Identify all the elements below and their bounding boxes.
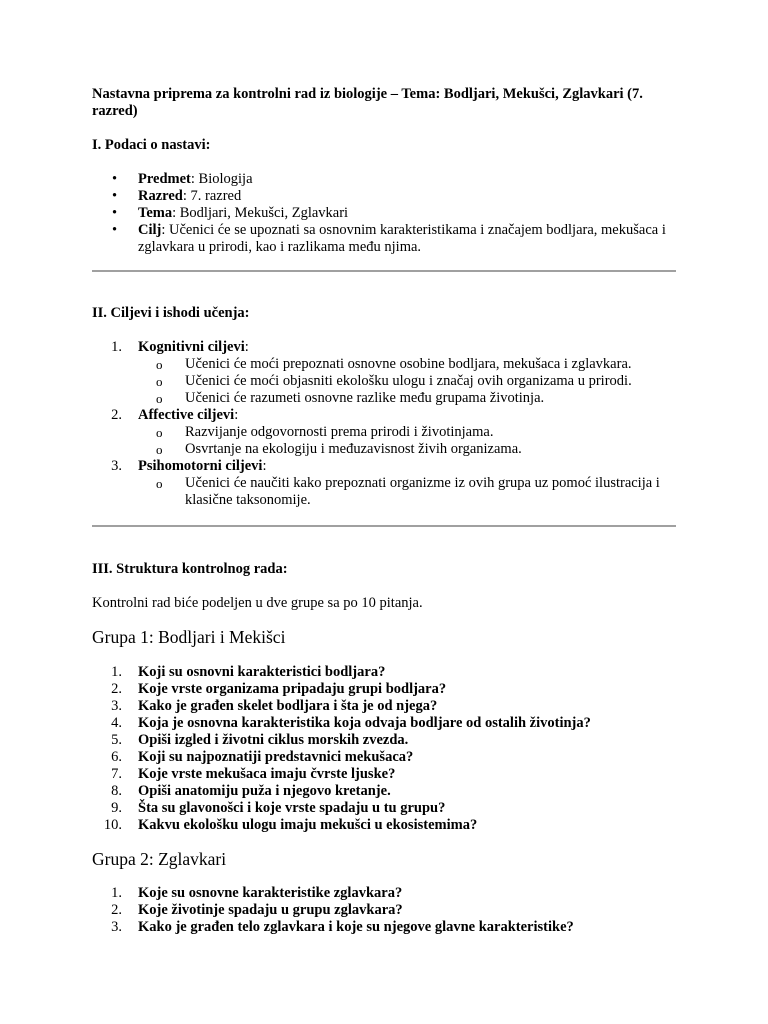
question-text: Koji su osnovni karakteristici bodljara? [138, 664, 386, 680]
horizontal-divider [92, 270, 676, 272]
group-2-questions: 1. Koje su osnovne karakteristike zglavkara? 2. Koje životinje spadaju u grupu zglavkara? 3. Kako je građen telo zglavkara i koje su njegove glavne karakteristike? [92, 885, 678, 940]
group-1-questions: 1. Koji su osnovni karakteristici bodljara? 2. Koje vrste organizama pripadaju grupi bodljara? 3. Kako je građen skelet bodljara i šta je od njega? 4. Koja je osnovna karakteristika koja odvaja bodljare od ostalih životinja? 5. Opiši izgled i životni ciklus morskih zvezda. 6. Koji su najpoznatiji predstavnici mekušaca? 7. Koje vrste mekušaca imaju čvrste ljuske? 8. Opiši anatomiju puža i njegovo kretanje. 9. Šta su glavonošci i koje vrste spadaju u tu grupu? 10. Kakvu ekološku ulogu imaju mekušci u ekosistemima? [92, 664, 678, 839]
question-text: Kakvu ekološku ulogu imaju mekušci u ekosistemima? [138, 817, 478, 833]
sub-item-text: Učenici će moći prepoznati osnovne osobine bodljara, mekušaca i zglavkara. [185, 356, 632, 372]
item-label: Cilj [138, 222, 162, 238]
sub-item-text: Razvijanje odgovornosti prema prirodi i životinjama. [185, 424, 494, 440]
item-text: : Biologija [190, 171, 253, 187]
sub-item-text: Osvrtanje na ekologiju i međuzavisnost živih organizama. [185, 441, 522, 457]
question-text: Koji su najpoznatiji predstavnici mekušaca? [138, 749, 414, 765]
sub-item-text: Učenici će moći objasniti ekološku ulogu i značaj ovih organizama u prirodi. [185, 373, 632, 389]
question-text: Kako je građen skelet bodljara i šta je od njega? [138, 698, 438, 714]
item-number: 1. [111, 339, 122, 355]
sub-item-text: Učenici će razumeti osnovne razlike među grupama životinja. [185, 390, 545, 406]
item-text: : Učenici će se upoznati sa osnovnim karakteristikama i značajem bodljara, mekušaca i zglavkara u prirodi, kao i razlikama među njima. [138, 222, 666, 255]
question-text: Koje vrste mekušaca imaju čvrste ljuske? [138, 766, 396, 782]
sub-bullet-icon: o [156, 476, 163, 491]
sub-bullet-icon: o [156, 374, 163, 389]
bullet-icon: • [112, 188, 118, 204]
group-1-heading: Grupa 1: Bodljari i Mekišci [92, 627, 286, 647]
section-2-list [92, 339, 678, 519]
item-label: Predmet [138, 171, 191, 187]
sub-bullet-icon: o [156, 391, 163, 406]
section-2-heading: II. Ciljevi i ishodi učenja: [92, 305, 250, 321]
item-suffix: : [234, 407, 239, 423]
question-text: Koja je osnovna karakteristika koja odvaja bodljare od ostalih životinja? [138, 715, 591, 731]
item-suffix: : [262, 458, 267, 474]
document-title: Nastavna priprema za kontrolni rad iz biologije – Tema: Bodljari, Mekušci, Zglavkari (7. razred) [92, 86, 643, 119]
question-text: Šta su glavonošci i koje vrste spadaju u tu grupu? [138, 800, 446, 816]
section-1-list [92, 171, 678, 261]
section-3-intro: Kontrolni rad biće podeljen u dve grupe sa po 10 pitanja. [92, 595, 423, 611]
item-label: Kognitivni ciljevi [138, 339, 245, 355]
sub-bullet-icon: o [156, 357, 163, 372]
bullet-icon: • [112, 171, 118, 187]
question-text: Opiši anatomiju puža i njegovo kretanje. [138, 783, 391, 799]
item-number: 3. [111, 458, 122, 474]
item-text: : Bodljari, Mekušci, Zglavkari [172, 205, 349, 221]
question-text: Opiši izgled i životni ciklus morskih zvezda. [138, 732, 409, 748]
item-label: Tema [138, 205, 173, 221]
item-text: : 7. razred [182, 188, 242, 204]
bullet-icon: • [112, 222, 118, 238]
section-1-heading: I. Podaci o nastavi: [92, 137, 211, 153]
item-label: Psihomotorni ciljevi [138, 458, 263, 474]
horizontal-divider [92, 525, 676, 527]
sub-item-text: Učenici će naučiti kako prepoznati organizme iz ovih grupa uz pomoć ilustracija i klasične taksonomije. [185, 475, 660, 508]
sub-bullet-icon: o [156, 425, 163, 440]
sub-bullet-icon: o [156, 442, 163, 457]
question-text: Kako je građen telo zglavkara i koje su njegove glavne karakteristike? [138, 919, 574, 935]
question-text: Koje vrste organizama pripadaju grupi bodljara? [138, 681, 447, 697]
item-label: Razred [138, 188, 183, 204]
item-label: Affective ciljevi [138, 407, 235, 423]
bullet-icon: • [112, 205, 118, 221]
question-text: Koje su osnovne karakteristike zglavkara? [138, 885, 403, 901]
section-3-heading: III. Struktura kontrolnog rada: [92, 561, 288, 577]
item-suffix: : [244, 339, 249, 355]
group-2-heading: Grupa 2: Zglavkari [92, 849, 227, 869]
question-text: Koje životinje spadaju u grupu zglavkara? [138, 902, 403, 918]
item-number: 2. [111, 407, 122, 423]
